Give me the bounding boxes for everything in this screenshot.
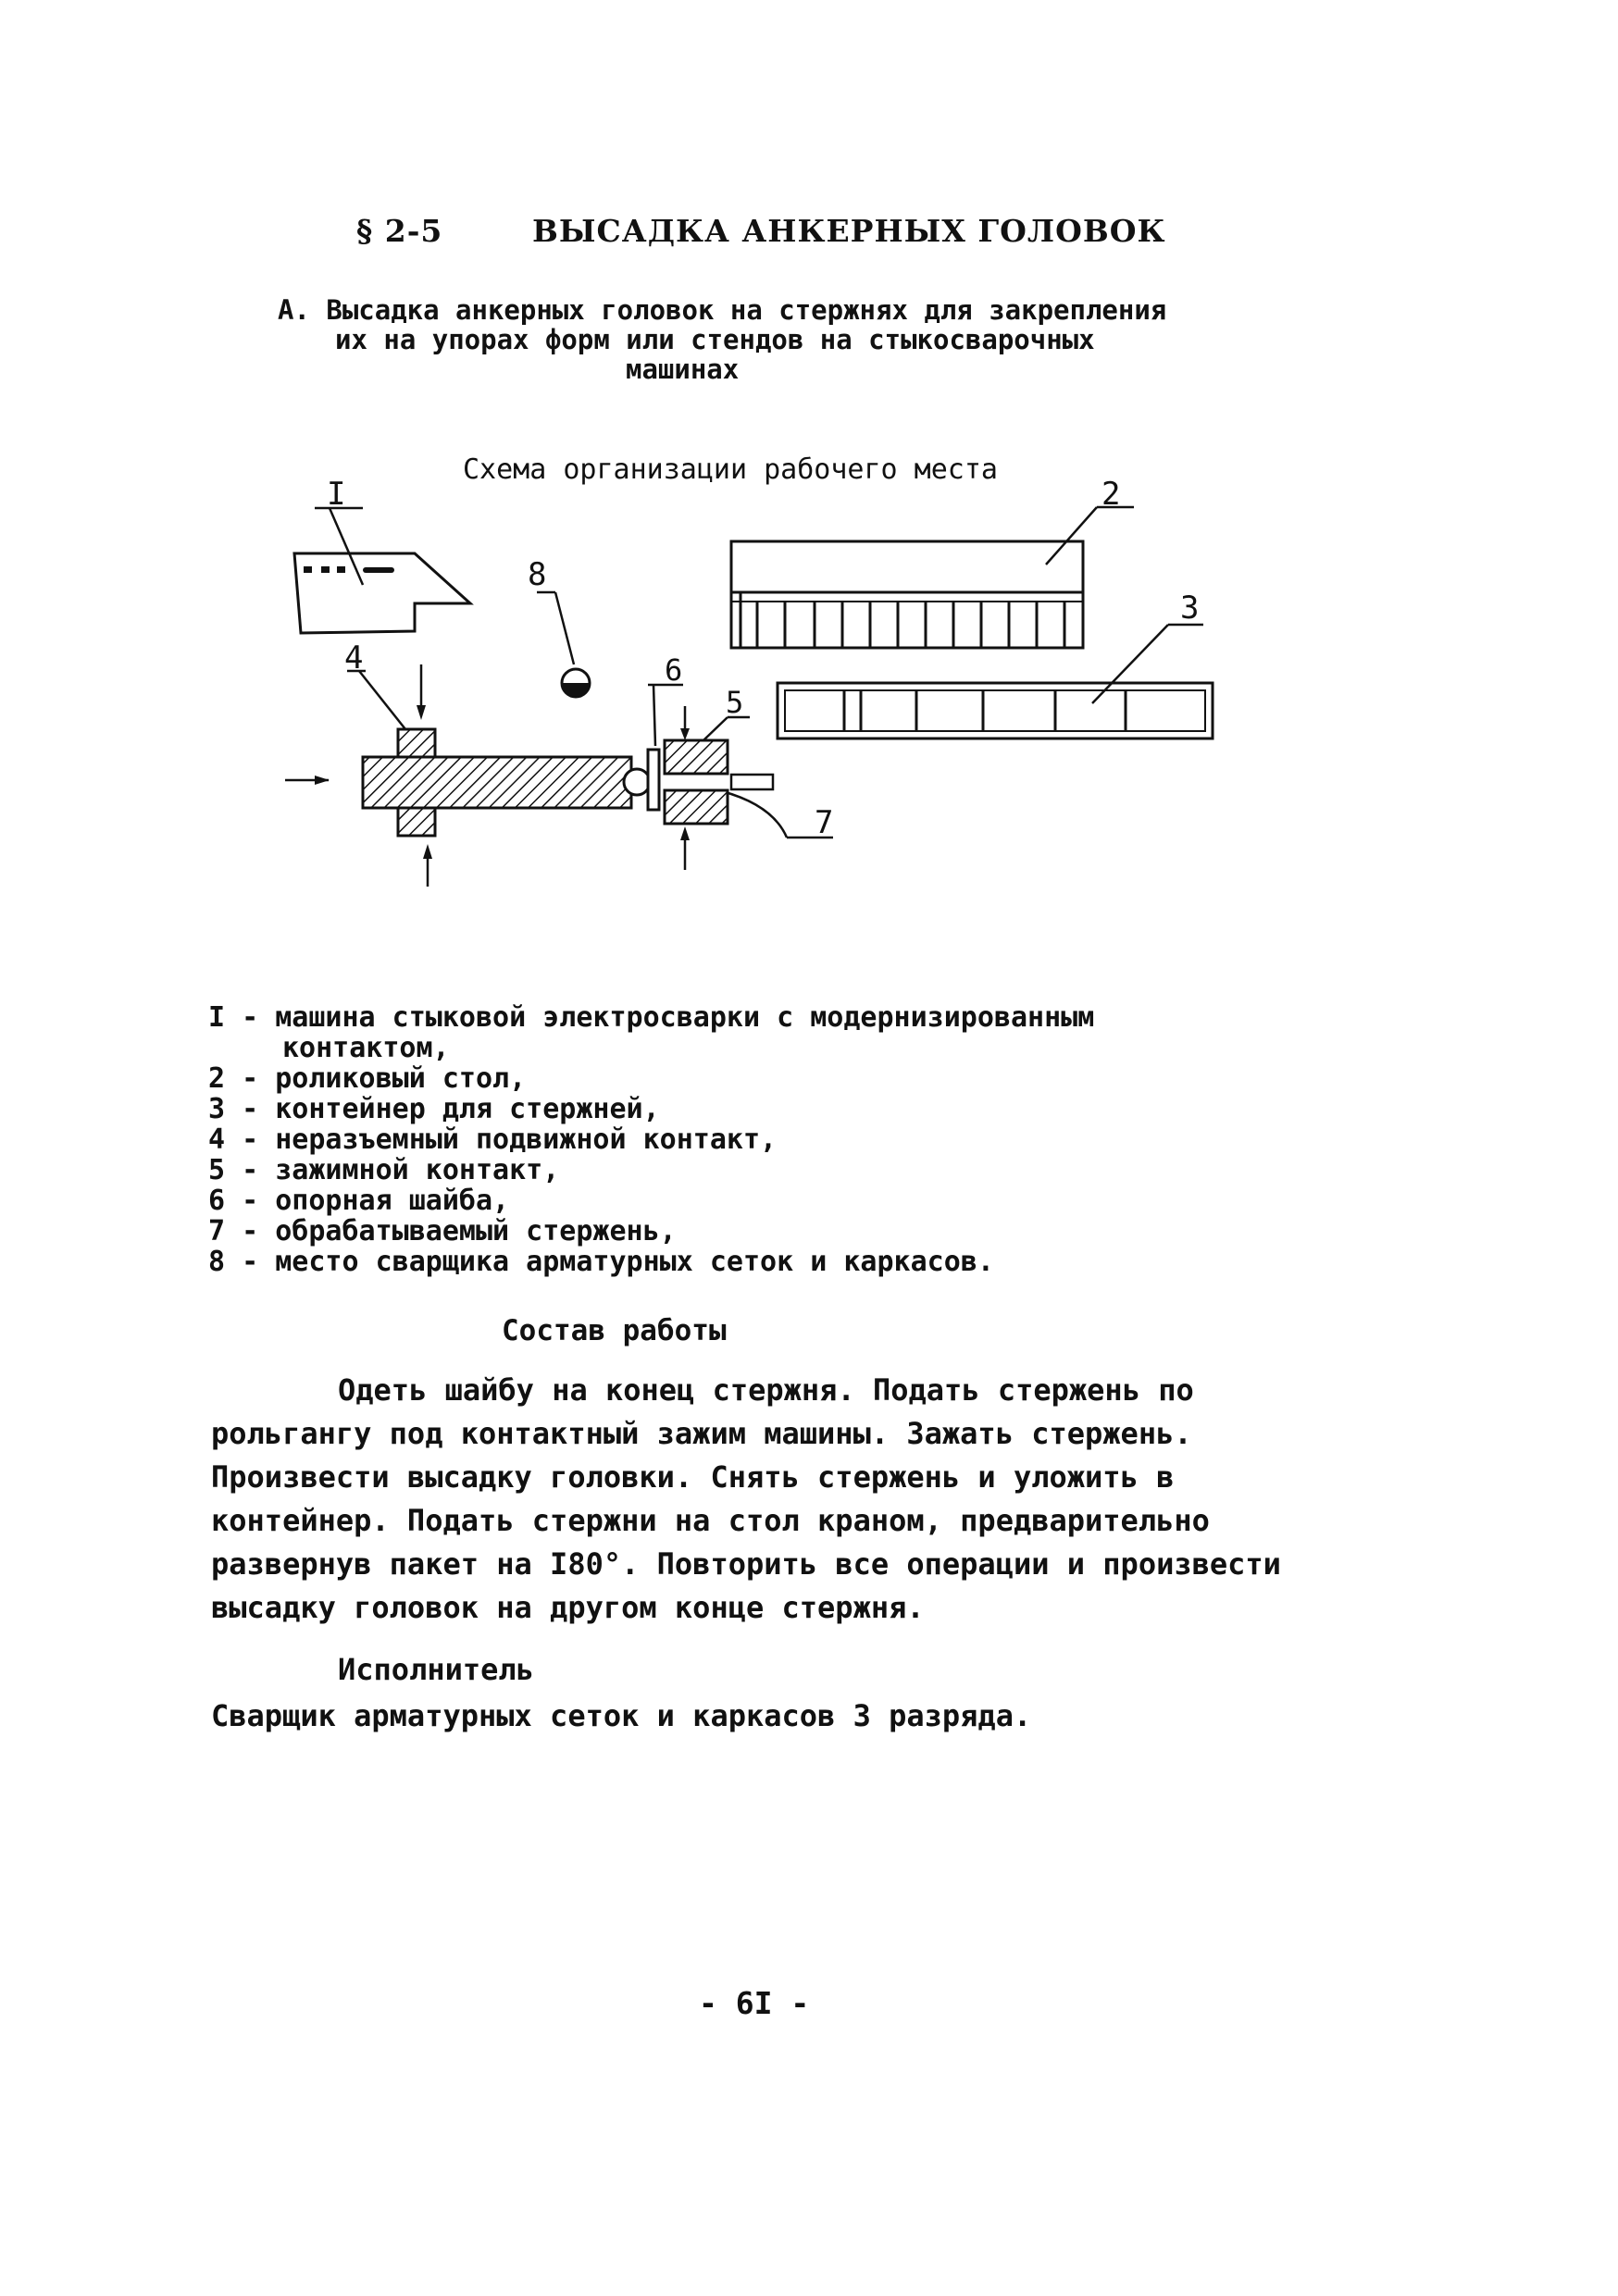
legend-text: зажимной контакт, bbox=[275, 1154, 560, 1186]
legend-num: 8 bbox=[208, 1246, 226, 1278]
work-line-4: контейнер. Подать стержни на стол краном, предварительно bbox=[211, 1503, 1210, 1538]
callout-7: 7 bbox=[815, 804, 834, 841]
callout-4: 4 bbox=[344, 639, 364, 676]
legend-num: 7 bbox=[208, 1215, 226, 1247]
subsection-line-1: А. Высадка анкерных головок на стержнях для закрепления bbox=[278, 294, 1167, 326]
legend-item-7: 7 - обрабатываемый стержень, bbox=[208, 1215, 677, 1247]
callout-3: 3 bbox=[1180, 590, 1200, 627]
legend-num: 3 bbox=[208, 1093, 226, 1125]
legend-text: машина стыковой электросварки с модернизированным bbox=[275, 1001, 1095, 1034]
work-line-5: развернув пакет на I80°. Повторить все операции и произвести bbox=[211, 1546, 1281, 1582]
work-line-1: Одеть шайбу на конец стержня. Подать стержень по bbox=[338, 1372, 1194, 1408]
legend-text: место сварщика арматурных сеток и каркасов. bbox=[275, 1246, 994, 1278]
legend-num: 6 bbox=[208, 1185, 226, 1217]
legend-text: неразъемный подвижной контакт, bbox=[275, 1123, 778, 1156]
legend-item-2: 2 - роликовый стол, bbox=[208, 1062, 527, 1095]
callout-1: I bbox=[327, 476, 346, 513]
welding-machine bbox=[294, 508, 470, 633]
page-number: - 6I - bbox=[699, 1985, 810, 2021]
legend-item-5: 5 - зажимной контакт, bbox=[208, 1154, 560, 1186]
legend-text: роликовый стол, bbox=[275, 1062, 527, 1095]
section-title: ВЫСАДКА АНКЕРНЫХ ГОЛОВОК bbox=[532, 213, 1166, 249]
legend-item-3: 3 - контейнер для стержней, bbox=[208, 1093, 660, 1125]
executor-text: Сварщик арматурных сеток и каркасов 3 разряда. bbox=[211, 1698, 1032, 1733]
workplace-diagram bbox=[0, 0, 1618, 925]
legend-text: контейнер для стержней, bbox=[275, 1093, 660, 1125]
legend-num: 4 bbox=[208, 1123, 226, 1156]
work-line-6: высадку головок на другом конце стержня. bbox=[211, 1590, 925, 1625]
legend-item-4: 4 - неразъемный подвижной контакт, bbox=[208, 1123, 778, 1156]
work-line-3: Произвести высадку головки. Снять стержень и уложить в bbox=[211, 1459, 1175, 1495]
legend-item-8: 8 - место сварщика арматурных сеток и каркасов. bbox=[208, 1246, 994, 1278]
callout-2: 2 bbox=[1101, 476, 1121, 513]
legend-text: обрабатываемый стержень, bbox=[275, 1215, 677, 1247]
section-number: § 2-5 bbox=[356, 213, 443, 249]
legend-text: контактом, bbox=[282, 1032, 450, 1064]
subsection-line-2: их на упорах форм или стендов на стыкосварочных bbox=[335, 324, 1095, 355]
legend-num: 2 bbox=[208, 1062, 226, 1095]
legend-num: I bbox=[208, 1001, 226, 1034]
welder-position bbox=[537, 592, 590, 697]
work-heading: Состав работы bbox=[502, 1314, 727, 1347]
legend-item-1-cont bbox=[282, 1033, 450, 1063]
diagram-title: Схема организации рабочего места bbox=[463, 453, 998, 486]
callout-6: 6 bbox=[665, 652, 683, 688]
callout-5: 5 bbox=[726, 685, 744, 720]
roller-table bbox=[731, 507, 1134, 648]
callout-8: 8 bbox=[528, 556, 547, 593]
legend-text: опорная шайба, bbox=[275, 1185, 510, 1217]
legend-item-1: I - машина стыковой электросварки с модернизированным bbox=[208, 1001, 1095, 1034]
legend-item-6: 6 - опорная шайба, bbox=[208, 1185, 510, 1217]
executor-heading: Исполнитель bbox=[338, 1652, 534, 1687]
legend-num: 5 bbox=[208, 1154, 226, 1186]
subsection-line-3: машинах bbox=[626, 354, 740, 385]
work-line-2: рольгангу под контактный зажим машины. Зажать стержень. bbox=[211, 1416, 1192, 1451]
